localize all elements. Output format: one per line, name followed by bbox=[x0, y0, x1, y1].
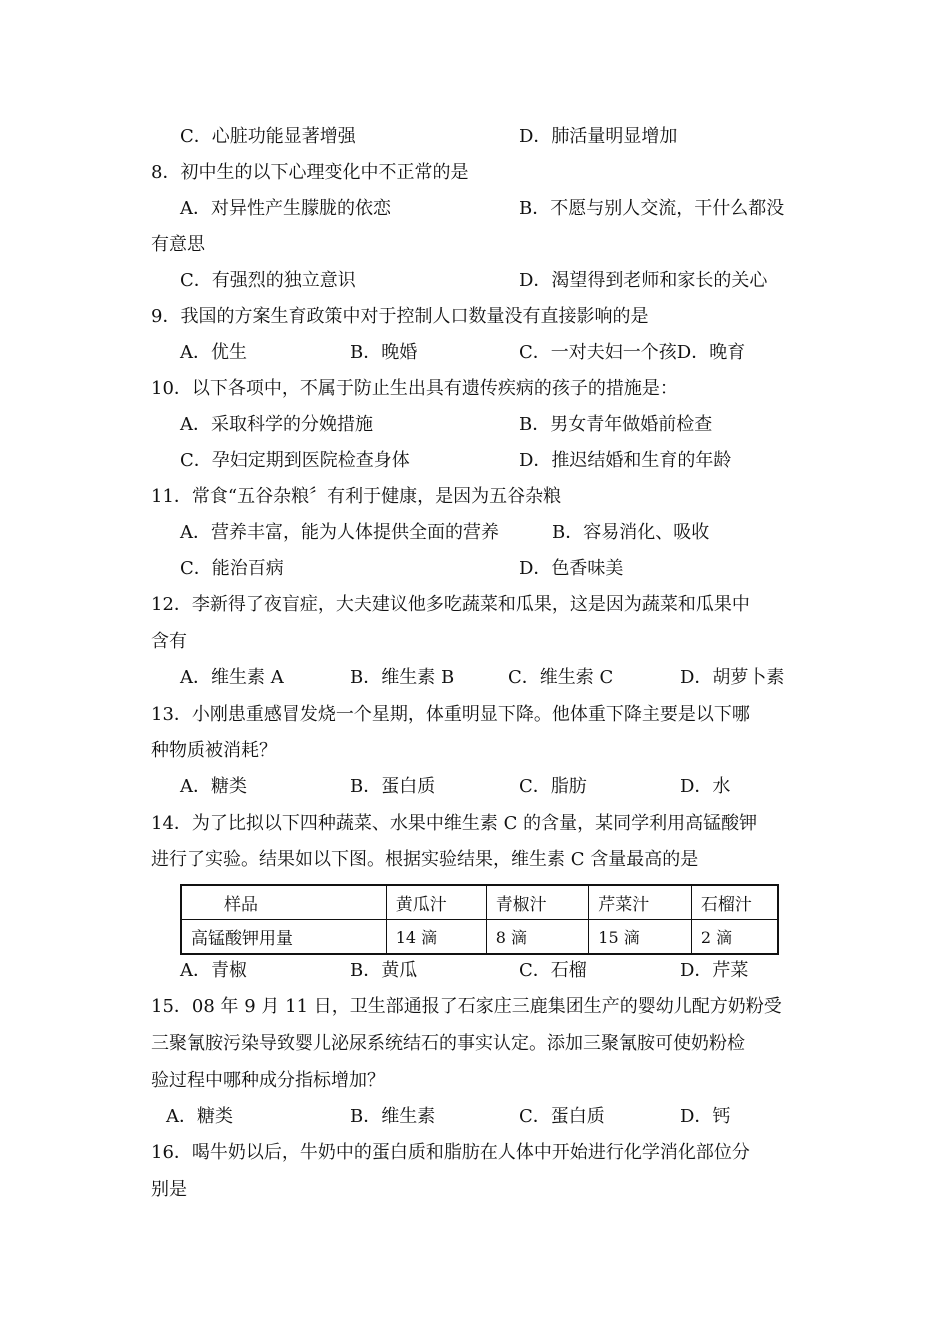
q14-option-c: C．石榴 bbox=[519, 960, 587, 981]
q15-stem-continued-1: 三聚氰胺污染导致婴儿泌尿系统结石的事实认定。添加三聚氰胺可使奶粉检 bbox=[151, 1033, 745, 1054]
q15-option-d: D．钙 bbox=[680, 1106, 731, 1127]
q16-stem: 16．喝牛奶以后，牛奶中的蛋白质和脂肪在人体中开始进行化学消化部位分 bbox=[151, 1142, 750, 1163]
table-header-cell: 黄瓜汁 bbox=[386, 885, 486, 920]
q14-option-d: D．芹菜 bbox=[680, 960, 749, 981]
q10-option-d: D．推迟结婚和生育的年龄 bbox=[519, 450, 732, 471]
q9-option-c-d: C．一对夫妇一个孩D．晚育 bbox=[519, 342, 746, 363]
q12-option-d: D．胡萝卜素 bbox=[680, 667, 785, 688]
q14-option-b: B．黄瓜 bbox=[350, 960, 418, 981]
table-header-row bbox=[181, 885, 778, 920]
q8-stem: 8．初中生的以下心理变化中不正常的是 bbox=[151, 162, 469, 183]
q14-stem: 14．为了比拟以下四种蔬菜、水果中维生素 C 的含量，某同学利用高锰酸钾 bbox=[151, 813, 758, 834]
table-cell: 2 滴 bbox=[691, 920, 778, 955]
q9-option-a: A．优生 bbox=[180, 342, 247, 363]
q7-option-d: D．肺活量明显增加 bbox=[519, 126, 678, 147]
q13-stem: 13．小刚患重感冒发烧一个星期，体重明显下降。他体重下降主要是以下哪 bbox=[151, 704, 750, 725]
q10-option-b: B．男女青年做婚前检查 bbox=[519, 414, 713, 435]
q8-option-b: B．不愿与别人交流，干什么都没 bbox=[519, 198, 785, 219]
q12-stem-continued: 含有 bbox=[151, 631, 187, 652]
q8-option-b-continued: 有意思 bbox=[151, 234, 205, 255]
q13-option-b: B．蛋白质 bbox=[350, 776, 436, 797]
q15-option-a: A．糖类 bbox=[166, 1106, 233, 1127]
table-cell: 高锰酸钾用量 bbox=[181, 920, 386, 955]
q10-option-c: C．孕妇定期到医院检查身体 bbox=[180, 450, 410, 471]
table-cell: 8 滴 bbox=[486, 920, 589, 955]
q12-option-b: B．维生素 B bbox=[350, 667, 455, 688]
q15-option-c: C．蛋白质 bbox=[519, 1106, 605, 1127]
q11-stem: 11．常食“五谷杂粮〞有利于健康，是因为五谷杂粮 bbox=[151, 486, 562, 507]
q10-stem: 10．以下各项中，不属于防止生出具有遗传疾病的孩子的措施是： bbox=[151, 378, 678, 399]
q11-option-d: D．色香味美 bbox=[519, 558, 624, 579]
q9-option-b: B．晚婚 bbox=[350, 342, 418, 363]
q13-option-a: A．糖类 bbox=[180, 776, 247, 797]
q16-stem-continued: 别是 bbox=[151, 1179, 187, 1200]
q11-option-a: A．营养丰富，能为人体提供全面的营养 bbox=[180, 522, 499, 543]
q8-option-c: C．有强烈的独立意识 bbox=[180, 270, 356, 291]
table-header-cell: 石榴汁 bbox=[691, 885, 778, 920]
q13-stem-continued: 种物质被消耗？ bbox=[151, 740, 277, 761]
table-header-cell: 芹菜汁 bbox=[589, 885, 692, 920]
q15-stem: 15．08 年 9 月 11 日，卫生部通报了石家庄三鹿集团生产的婴幼儿配方奶粉受 bbox=[151, 996, 782, 1017]
q11-option-b: B．容易消化、吸收 bbox=[552, 522, 710, 543]
q13-option-c: C．脂肪 bbox=[519, 776, 587, 797]
q15-option-b: B．维生素 bbox=[350, 1106, 436, 1127]
q15-stem-continued-2: 验过程中哪种成分指标增加？ bbox=[151, 1070, 385, 1091]
q12-option-a: A．维生素 A bbox=[180, 667, 284, 688]
q14-stem-continued: 进行了实验。结果如以下图。根据实验结果，维生素 C 含量最高的是 bbox=[151, 849, 699, 870]
q12-stem: 12．李新得了夜盲症，大夫建议他多吃蔬菜和瓜果，这是因为蔬菜和瓜果中 bbox=[151, 594, 750, 615]
table-cell: 15 滴 bbox=[589, 920, 692, 955]
q11-option-c: C．能治百病 bbox=[180, 558, 284, 579]
q7-option-c: C．心脏功能显著增强 bbox=[180, 126, 356, 147]
q12-option-c: C．维生索 C bbox=[508, 667, 614, 688]
table-row bbox=[181, 920, 778, 955]
q9-stem: 9．我国的方案生育政策中对于控制人口数量没有直接影响的是 bbox=[151, 306, 649, 327]
q14-option-a: A．青椒 bbox=[180, 960, 247, 981]
q13-option-d: D．水 bbox=[680, 776, 731, 797]
vitamin-c-results-table bbox=[180, 884, 779, 955]
table-header-cell: 样品 bbox=[181, 885, 386, 920]
table-cell: 14 滴 bbox=[386, 920, 486, 955]
q10-option-a: A．采取科学的分娩措施 bbox=[180, 414, 373, 435]
q8-option-a: A．对异性产生朦胧的依恋 bbox=[180, 198, 391, 219]
table-header-cell: 青椒汁 bbox=[486, 885, 589, 920]
q8-option-d: D．渴望得到老师和家长的关心 bbox=[519, 270, 768, 291]
